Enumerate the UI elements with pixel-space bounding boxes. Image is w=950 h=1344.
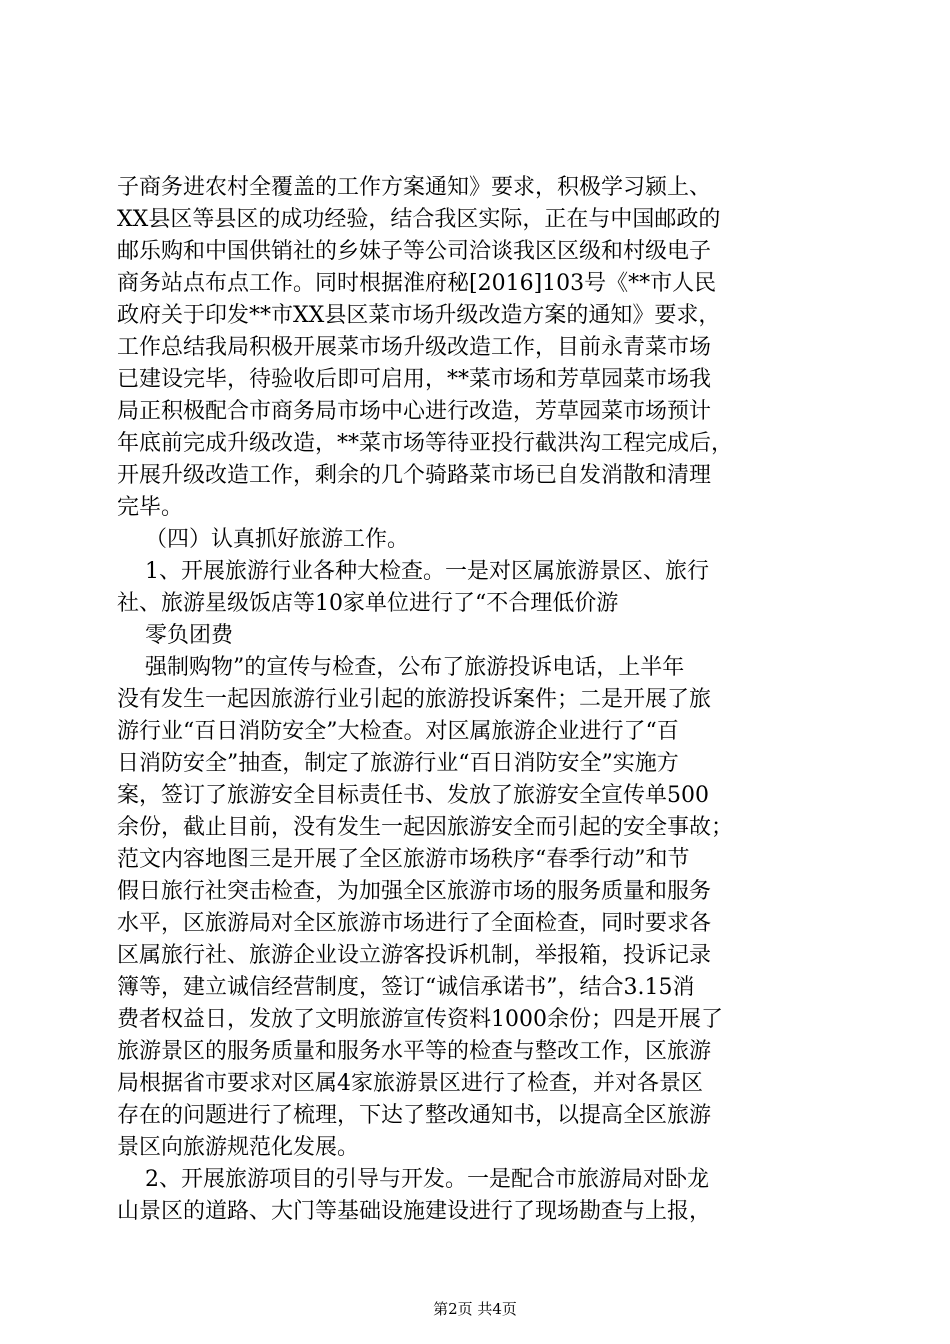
text-line: 社、旅游星级饭店等10家单位进行了“不合理低价游	[117, 591, 619, 616]
text-line: XX县区等县区的成功经验，结合我区实际，正在与中国邮政的	[117, 207, 721, 232]
text-line: 1、开展旅游行业各种大检查。一是对区属旅游景区、旅行	[117, 559, 709, 584]
text-line: 费者权益日，发放了文明旅游宣传资料1000余份；四是开展了	[117, 1007, 723, 1032]
text-line: 完毕。	[117, 495, 184, 520]
text-line: 水平，区旅游局对全区旅游市场进行了全面检查，同时要求各	[117, 911, 712, 936]
text-line: 范文内容地图三是开展了全区旅游市场秩序“春季行动”和节	[117, 847, 690, 872]
text-line: 政府关于印发**市XX县区菜市场升级改造方案的通知》要求，	[117, 303, 721, 328]
text-line: 邮乐购和中国供销社的乡妹子等公司洽谈我区区级和村级电子	[117, 239, 712, 264]
text-line: 景区向旅游规范化发展。	[117, 1135, 360, 1160]
text-line: 旅游景区的服务质量和服务水平等的检查与整改工作，区旅游	[117, 1039, 712, 1064]
section-heading: （四）认真抓好旅游工作。	[117, 527, 409, 552]
text-line: 案，签订了旅游安全目标责任书、发放了旅游安全宣传单500	[117, 783, 709, 808]
text-line: 子商务进农村全覆盖的工作方案通知》要求，积极学习颍上、	[117, 175, 712, 200]
text-line: 存在的问题进行了梳理，下达了整改通知书，以提高全区旅游	[117, 1103, 712, 1128]
text-line: 局根据省市要求对区属4家旅游景区进行了检查，并对各景区	[117, 1071, 703, 1096]
text-line: 区属旅行社、旅游企业设立游客投诉机制，举报箱，投诉记录	[117, 943, 712, 968]
text-line: 余份，截止目前，没有发生一起因旅游安全而引起的安全事故；	[117, 815, 734, 840]
text-line: 没有发生一起因旅游行业引起的旅游投诉案件；二是开展了旅	[117, 687, 712, 712]
page-footer: 第2页 共4页	[433, 1300, 517, 1318]
text-line: 假日旅行社突击检查，为加强全区旅游市场的服务质量和服务	[117, 879, 712, 904]
text-line: 年底前完成升级改造，**菜市场等待亚投行截洪沟工程完成后，	[117, 431, 734, 456]
text-line: 日消防安全”抽查，制定了旅游行业“百日消防安全”实施方	[117, 751, 679, 776]
text-line: 2、开展旅游项目的引导与开发。一是配合市旅游局对卧龙	[117, 1167, 709, 1192]
text-line: 游行业“百日消防安全”大检查。对区属旅游企业进行了“百	[117, 719, 679, 744]
text-line: 已建设完毕，待验收后即可启用，**菜市场和芳草园菜市场我	[117, 367, 712, 392]
text-line: 山景区的道路、大门等基础设施建设进行了现场勘查与上报，	[117, 1199, 712, 1224]
text-line: 工作总结我局积极开展菜市场升级改造工作，目前永青菜市场	[117, 335, 712, 360]
document-body	[117, 172, 842, 1228]
text-line: 零负团费	[117, 623, 233, 648]
text-line: 开展升级改造工作，剩余的几个骑路菜市场已自发消散和清理	[117, 463, 712, 488]
text-line: 局正积极配合市商务局市场中心进行改造，芳草园菜市场预计	[117, 399, 712, 424]
text-line: 强制购物”的宣传与检查，公布了旅游投诉电话，上半年	[117, 655, 685, 680]
text-line: 簿等，建立诚信经营制度，签订“诚信承诺书”，结合3.15消	[117, 975, 695, 1000]
text-line: 商务站点布点工作。同时根据淮府秘[2016]103号《**市人民	[117, 271, 717, 296]
